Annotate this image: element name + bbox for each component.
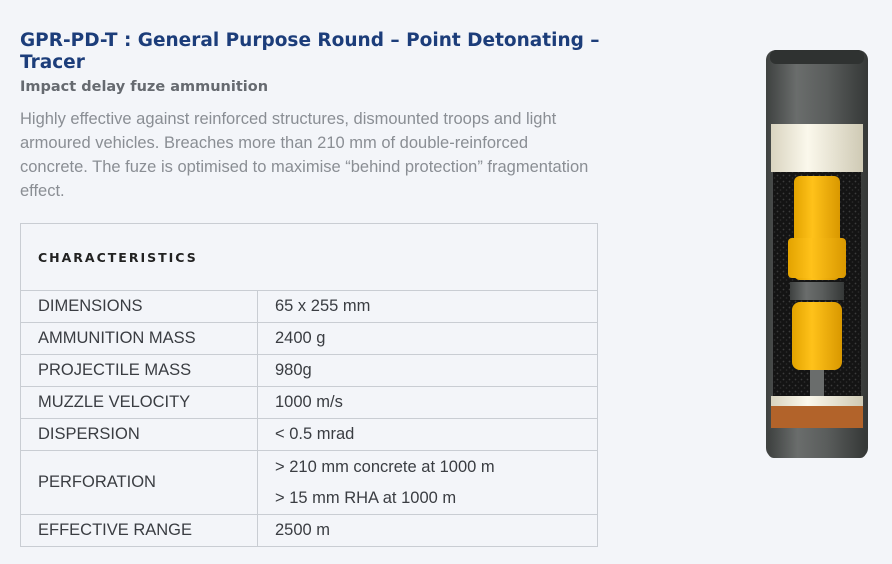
characteristics-table	[20, 223, 598, 547]
metal-band	[790, 282, 844, 300]
table-row	[21, 515, 597, 546]
copper-driving-band	[771, 406, 863, 428]
shell-base	[768, 428, 866, 458]
cream-band	[771, 124, 863, 172]
row-value	[258, 419, 597, 450]
table-row	[21, 323, 597, 355]
row-label: PERFORATION	[21, 451, 258, 514]
table-row	[21, 291, 597, 323]
row-label: EFFECTIVE RANGE	[21, 515, 258, 546]
row-value-text: < 0.5 mrad	[275, 425, 355, 443]
row-label: PROJECTILE MASS	[21, 355, 258, 386]
explosive-charge-lower	[792, 302, 842, 370]
tracer-rod	[810, 370, 824, 398]
table-row	[21, 387, 597, 419]
row-value-text: 2500 m	[275, 521, 331, 539]
lower-cream-band	[771, 396, 863, 406]
row-label: DISPERSION	[21, 419, 258, 450]
row-value-text: > 15 mm RHA at 1000 m	[275, 488, 457, 507]
row-value	[258, 355, 597, 386]
explosive-charge-shoulder	[788, 238, 846, 278]
shell-cap	[770, 50, 864, 64]
row-value	[258, 451, 597, 514]
row-value-text: 65 x 255 mm	[275, 297, 371, 315]
table-row	[21, 355, 597, 387]
row-value	[258, 323, 597, 354]
row-label: MUZZLE VELOCITY	[21, 387, 258, 418]
table-row	[21, 419, 597, 451]
product-subtitle: Impact delay fuze ammunition	[20, 79, 269, 95]
row-value	[258, 387, 597, 418]
row-label: DIMENSIONS	[21, 291, 258, 322]
row-value-text: 980g	[275, 361, 312, 379]
row-value-text: 1000 m/s	[275, 393, 343, 411]
table-row	[21, 451, 597, 515]
row-value-text: 2400 g	[275, 329, 326, 347]
row-value	[258, 291, 597, 322]
product-description: Highly effective against reinforced structures, dismounted troops and light armoured vehicles. Breaches more than 210 mm of double-reinforced concrete. The fuze is optimised to maximise “behind protection” fragmentation effect.	[20, 110, 589, 200]
cutaway-ammunition-round-image	[764, 48, 870, 460]
characteristics-heading: CHARACTERISTICS	[21, 224, 597, 291]
row-label: AMMUNITION MASS	[21, 323, 258, 354]
row-value	[258, 515, 597, 546]
row-value-text: > 210 mm concrete at 1000 m	[275, 457, 495, 476]
product-title: GPR-PD-T : General Purpose Round – Point Detonating – Tracer	[20, 30, 600, 73]
